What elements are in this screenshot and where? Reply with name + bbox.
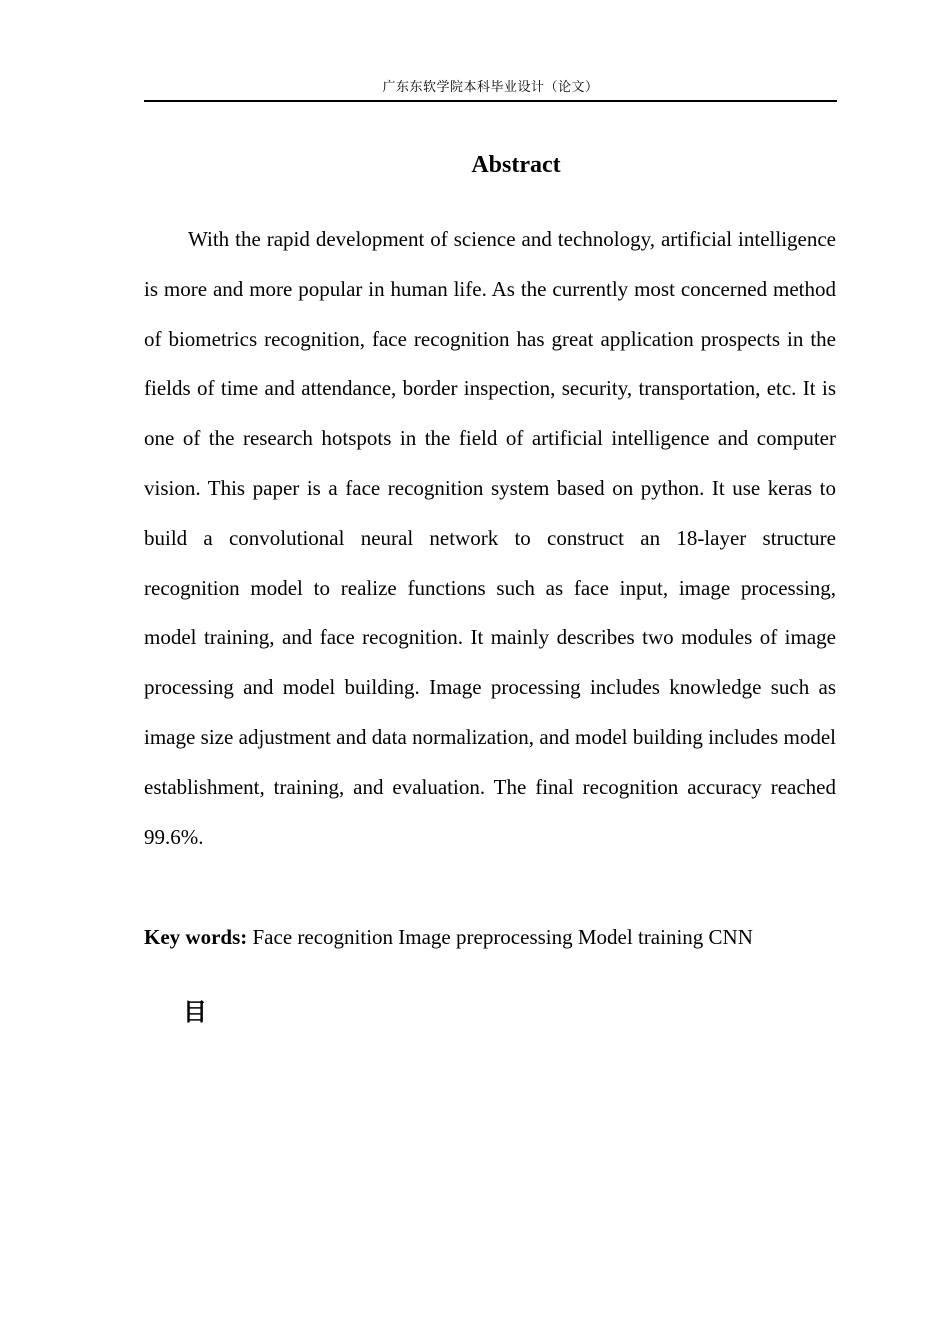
abstract-title: Abstract	[471, 152, 561, 178]
page-header: 广东东软学院本科毕业设计（论文）	[382, 80, 599, 95]
keywords-value: Face recognition Image preprocessing Model training CNN	[247, 925, 753, 949]
abstract-body: With the rapid development of science and technology, artificial intelligence is more and more popular in human life. As the currently most concerned method of biometrics recognition, face recognition has great application prospects in the fields of time and attendance, border inspection, security, transportation, etc. It is one of the research hotspots in the field of artificial intelligence and computer vision. This paper is a face recognition system based on python. It use keras to build a convolutional neural network to construct an 18-layer structure recognition model to realize functions such as face input, image processing, model training, and face recognition. It mainly describes two modules of image processing and model building. Image processing includes knowledge such as image size adjustment and data normalization, and model building includes model establishment, training, and evaluation. The final recognition accuracy reached 99.6%.	[144, 227, 836, 849]
toc-heading-fragment: 目	[183, 998, 207, 1026]
keywords-label: Key words:	[144, 925, 248, 949]
keywords-line	[144, 922, 836, 952]
header-divider	[144, 100, 837, 102]
